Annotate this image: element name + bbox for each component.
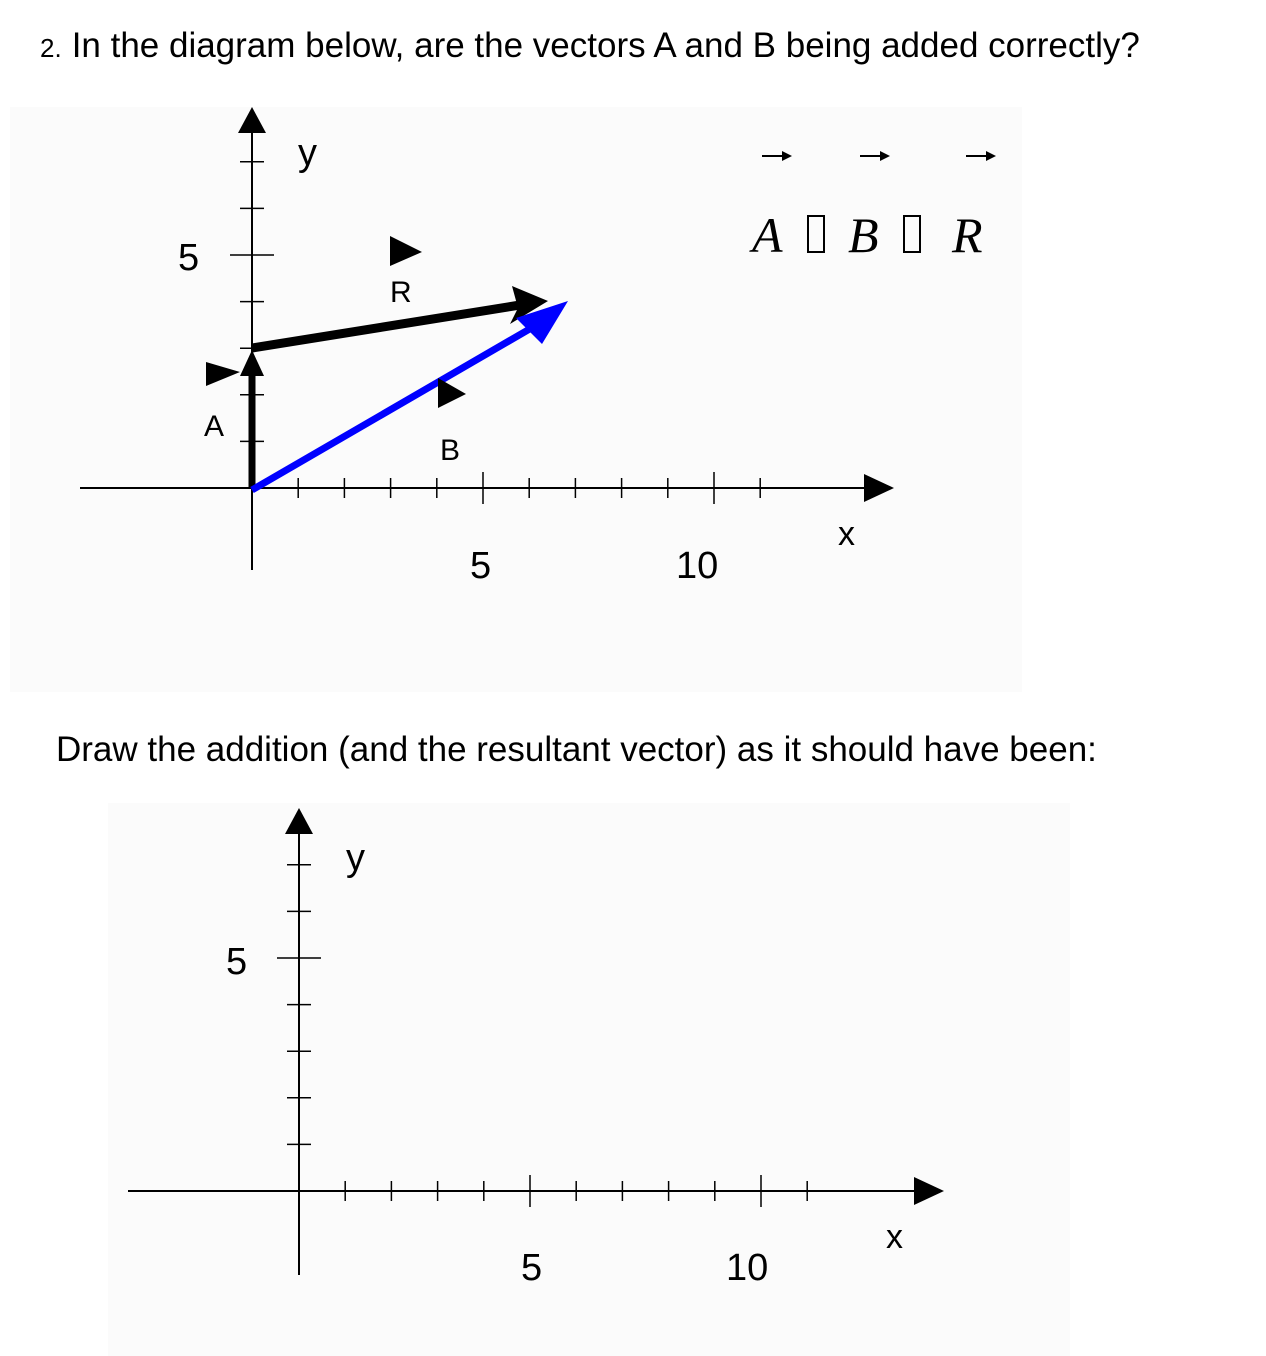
vector-r-label: R <box>390 276 412 309</box>
question-body: In the diagram below, are the vectors A and B being added correctly? <box>71 26 1140 65</box>
vector-a-label: A <box>204 410 225 443</box>
y-tick-label-5-2: 5 <box>226 941 248 983</box>
question-number: 2. <box>40 33 62 63</box>
x-tick-label-10: 10 <box>676 545 719 587</box>
x-tick-label-5: 5 <box>470 545 492 587</box>
x-tick-label-5-2: 5 <box>521 1247 543 1289</box>
vector-b-label: B <box>440 434 461 467</box>
y-axis-arrowhead-2 <box>285 808 313 834</box>
x-axis-arrowhead-2 <box>914 1177 944 1205</box>
instruction-text: Draw the addition (and the resultant vector) as it should have been: <box>56 730 1097 769</box>
x-axis-label-2: x <box>886 1218 903 1256</box>
equation-r: R <box>952 207 983 263</box>
y-axis-label: y <box>298 132 317 174</box>
equation-a: A <box>752 207 783 263</box>
y-axis-label-2: y <box>346 837 365 879</box>
y-tick-label-5: 5 <box>178 237 200 279</box>
x-tick-label-10-2: 10 <box>726 1247 769 1289</box>
equation-b: B <box>848 207 879 263</box>
x-axis-label: x <box>838 515 855 553</box>
